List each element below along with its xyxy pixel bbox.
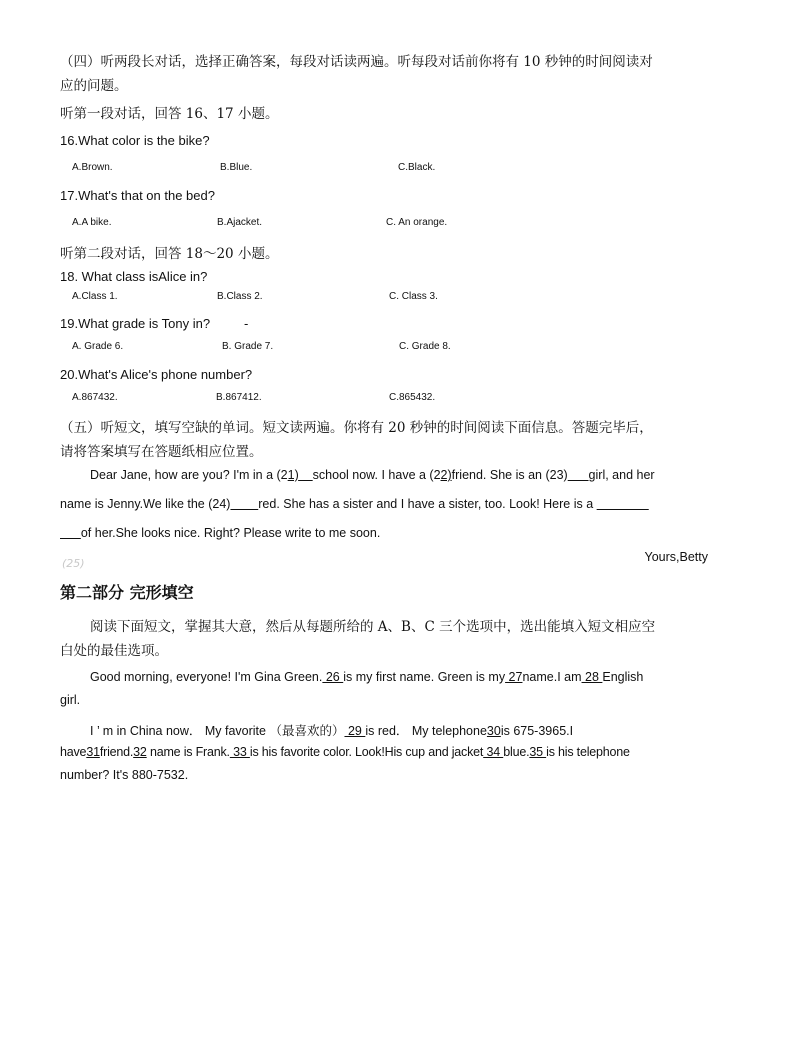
- q17-option-b: B.Ajacket.: [217, 217, 263, 228]
- blank-21-line: [299, 468, 313, 482]
- section4-instructions-line2: 应的问题。: [60, 78, 128, 94]
- q16-option-a: A.Brown.: [72, 162, 113, 173]
- q17-option-c: C. An orange.: [386, 217, 448, 228]
- blank-24-line: [230, 497, 258, 511]
- part2-instructions-line2: 白处的最佳选项。: [60, 643, 168, 659]
- q17-option-a: A.A bike.: [72, 217, 112, 228]
- blank-23-line: [568, 468, 589, 482]
- q16-option-c: C.Black.: [398, 162, 436, 173]
- q16-option-b: B.Blue.: [220, 162, 253, 173]
- q20-option-a: A.867432.: [72, 392, 118, 403]
- question-20: 20.What's Alice's phone number?: [60, 367, 253, 382]
- letter-signature: Yours,Betty: [644, 550, 708, 564]
- passage-line-2: girl.: [60, 693, 81, 707]
- blank-27: 27: [505, 670, 523, 684]
- blank-34: 34: [483, 745, 504, 759]
- blank-31: 31: [86, 745, 100, 759]
- q19-option-b: B. Grade 7.: [222, 341, 274, 352]
- blank-30: 30: [486, 724, 501, 738]
- blank-21: 1): [287, 468, 299, 482]
- q18-option-b: B.Class 2.: [217, 291, 263, 302]
- letter-line-2: name is Jenny.We like the (24) red. She has a sister and I have a sister, too. Look! Here is a: [60, 497, 649, 511]
- question-19: 19.What grade is Tony in?: [60, 316, 211, 331]
- dialogue1-intro: 听第一段对话，回答 16、17 小题。: [60, 106, 279, 122]
- blank-26: 26: [322, 670, 344, 684]
- section5-instructions-line1: （五）听短文，填写空缺的单词。短文读两遍。你将有 20 秒钟的时间阅读下面信息。答题完毕后，: [60, 420, 653, 436]
- q19-option-c: C. Grade 8.: [399, 341, 451, 352]
- letter-line-3: of her.She looks nice. Right? Please write to me soon.: [60, 526, 380, 540]
- faded-blank-number: (25): [62, 557, 85, 570]
- q18-option-a: A.Class 1.: [72, 291, 118, 302]
- part2-instructions-line1: 阅读下面短文，掌握其大意，然后从每题所给的 A、B、C 三个选项中，选出能填入短文相应空: [90, 619, 656, 635]
- q20-option-c: C.865432.: [389, 392, 436, 403]
- passage-line-3: I ’ m in China now． My favorite （最喜欢的） 29 is red． My telephone30is 675-3965.I: [90, 724, 574, 738]
- blank-35: 35: [529, 745, 547, 759]
- question-17: 17.What's that on the bed?: [60, 188, 215, 203]
- q20-option-b: B.867412.: [216, 392, 262, 403]
- q19-stray-mark: -: [244, 316, 249, 331]
- question-16: 16.What color is the bike?: [60, 133, 210, 148]
- passage-line-5: number? It's 880-7532.: [60, 768, 189, 782]
- letter-line-1: Dear Jane, how are you? I'm in a (21) school now. I have a (22)friend. She is an (23) girl, and her: [90, 468, 655, 482]
- section4-instructions-line1: （四）听两段长对话，选择正确答案，每段对话读两遍。听每段对话前你将有 10 秒钟的时间阅读对: [60, 54, 653, 70]
- section5-instructions-line2: 请将答案填写在答题纸相应位置。: [60, 444, 263, 460]
- blank-33: 33: [229, 745, 250, 759]
- q19-option-a: A. Grade 6.: [72, 341, 124, 352]
- blank-29: 29: [344, 724, 366, 738]
- blank-22: 2): [440, 468, 452, 482]
- blank-25-line: [597, 497, 649, 511]
- q18-option-c: C. Class 3.: [389, 291, 438, 302]
- blank-28: 28: [581, 670, 603, 684]
- passage-line-4: have31friend.32 name is Frank. 33 is his favorite color. Look!His cup and jacket 34 blue.35 is his telephone: [60, 745, 630, 759]
- blank-25-line-cont: [60, 526, 81, 540]
- blank-32: 32: [133, 745, 147, 759]
- passage-line-1: Good morning, everyone! I'm Gina Green. 26 is my first name. Green is my 27name.I am 28 English: [90, 670, 644, 684]
- dialogue2-intro: 听第二段对话，回答 18～20 小题。: [60, 246, 279, 262]
- question-18: 18. What class isAlice in?: [60, 269, 208, 284]
- part2-heading: 第二部分 完形填空: [60, 583, 194, 602]
